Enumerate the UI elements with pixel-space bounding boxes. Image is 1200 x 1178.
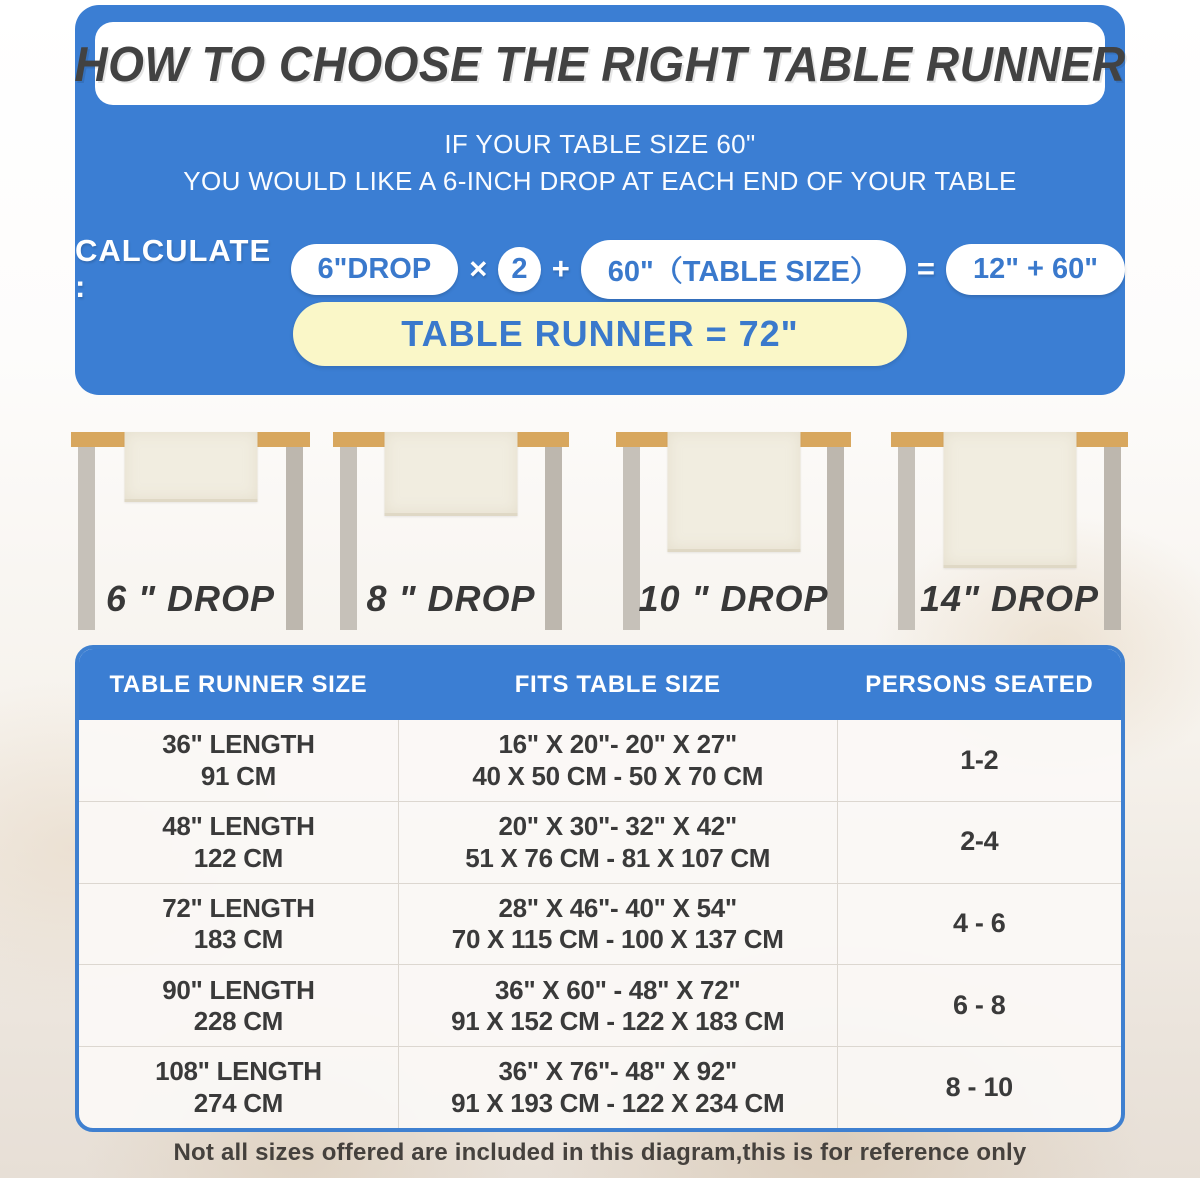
runner-size-cell-line: 48" LENGTH — [162, 811, 315, 842]
table-row — [79, 883, 1121, 965]
size-reference-table — [75, 645, 1125, 1132]
persons-seated-cell — [838, 965, 1121, 1046]
plus-sign: + — [551, 251, 570, 286]
runner-size-cell-line: 90" LENGTH — [162, 974, 315, 1005]
table-figure-8-drop — [333, 425, 569, 630]
footnote: Not all sizes offered are included in this diagram,this is for reference only — [173, 1139, 1027, 1166]
equals-sign: = — [916, 251, 935, 286]
runner-size-cell — [79, 720, 398, 801]
persons-seated-cell — [838, 884, 1121, 965]
times-sign: × — [469, 251, 488, 286]
fits-size-cell-line: 36" X 76"- 48" X 92" — [498, 1056, 737, 1087]
result-pill: TABLE RUNNER = 72" — [293, 302, 907, 366]
fits-size-cell-line: 28" X 46"- 40" X 54" — [498, 892, 737, 923]
header-fits-table-size: FITS TABLE SIZE — [514, 670, 721, 698]
sum-pill: 12" + 60" — [946, 244, 1125, 295]
fits-size-cell — [398, 802, 838, 883]
persons-seated-cell — [838, 720, 1121, 801]
runner-size-cell-line: 274 CM — [193, 1088, 284, 1119]
table-row — [79, 964, 1121, 1046]
persons-seated-cell-line: 8 - 10 — [945, 1071, 1013, 1102]
table-runner — [124, 432, 257, 502]
fits-size-cell-line: 70 X 115 CM - 100 X 137 CM — [451, 924, 784, 955]
table-row — [79, 801, 1121, 883]
table-runner — [667, 432, 800, 552]
table-header-row — [79, 649, 1121, 720]
runner-size-cell — [79, 802, 398, 883]
table-row — [79, 720, 1121, 801]
persons-seated-cell-line: 1-2 — [960, 744, 999, 775]
table-size-pill: 60"（TABLE SIZE） — [581, 240, 906, 299]
fits-size-cell-line: 20" X 30"- 32" X 42" — [498, 811, 737, 842]
runner-size-cell — [79, 884, 398, 965]
fits-size-cell-line: 91 X 193 CM - 122 X 234 CM — [451, 1088, 785, 1119]
persons-seated-cell — [838, 1047, 1121, 1128]
persons-seated-cell — [838, 802, 1121, 883]
runner-size-cell-line: 228 CM — [193, 1006, 284, 1037]
table-figure-14-drop — [891, 425, 1128, 630]
calculation-row — [75, 233, 1125, 305]
persons-seated-cell-line: 2-4 — [960, 826, 999, 857]
fits-size-cell-line: 16" X 20"- 20" X 27" — [498, 729, 737, 760]
multiplier-circle: 2 — [498, 247, 540, 292]
runner-size-cell-line: 72" LENGTH — [162, 892, 315, 923]
runner-size-cell-line: 36" LENGTH — [162, 729, 315, 760]
drop-label: 10 " DROP — [638, 578, 829, 619]
fits-size-cell — [398, 720, 838, 801]
header-runner-size: TABLE RUNNER SIZE — [109, 670, 368, 698]
fits-size-cell-line: 36" X 60" - 48" X 72" — [495, 974, 741, 1005]
table-row — [79, 1046, 1121, 1128]
subtitle-line-1: IF YOUR TABLE SIZE 60" — [444, 129, 756, 159]
fits-size-cell-line: 91 X 152 CM - 122 X 183 CM — [451, 1006, 785, 1037]
header-persons-seated: PERSONS SEATED — [865, 670, 1094, 698]
table-body — [79, 720, 1121, 1128]
title-box — [74, 22, 1126, 105]
runner-size-cell-line: 183 CM — [193, 924, 284, 955]
drop-illustrations — [0, 425, 1200, 635]
persons-seated-cell-line: 6 - 8 — [953, 989, 1006, 1020]
fits-size-cell — [398, 965, 838, 1046]
runner-size-cell — [79, 1047, 398, 1128]
subtitle-line-2: YOU WOULD LIKE A 6-INCH DROP AT EACH END OF YOUR TABLE — [183, 166, 1017, 196]
drop-value-pill: 6"DROP — [291, 244, 459, 295]
runner-size-cell-line: 91 CM — [200, 760, 276, 791]
runner-size-cell-line: 122 CM — [193, 842, 284, 873]
header-banner — [75, 5, 1125, 395]
fits-size-cell-line: 51 X 76 CM - 81 X 107 CM — [465, 842, 771, 873]
persons-seated-cell-line: 4 - 6 — [953, 908, 1006, 939]
fits-size-cell — [398, 884, 838, 965]
table-figure-10-drop — [616, 425, 851, 630]
runner-size-cell-line: 108" LENGTH — [155, 1056, 322, 1087]
table-runner — [385, 432, 518, 516]
page-title: HOW TO CHOOSE THE RIGHT TABLE RUNNER — [74, 35, 1126, 92]
drop-label: 6 " DROP — [105, 578, 276, 619]
drop-label: 8 " DROP — [366, 578, 536, 619]
drop-label: 14" DROP — [919, 578, 1100, 619]
table-runner — [943, 432, 1076, 568]
table-figure-6-drop — [71, 425, 310, 630]
fits-size-cell-line: 40 X 50 CM - 50 X 70 CM — [472, 760, 764, 791]
calculate-label: CALCULATE : — [75, 233, 272, 304]
fits-size-cell — [398, 1047, 838, 1128]
runner-size-cell — [79, 965, 398, 1046]
